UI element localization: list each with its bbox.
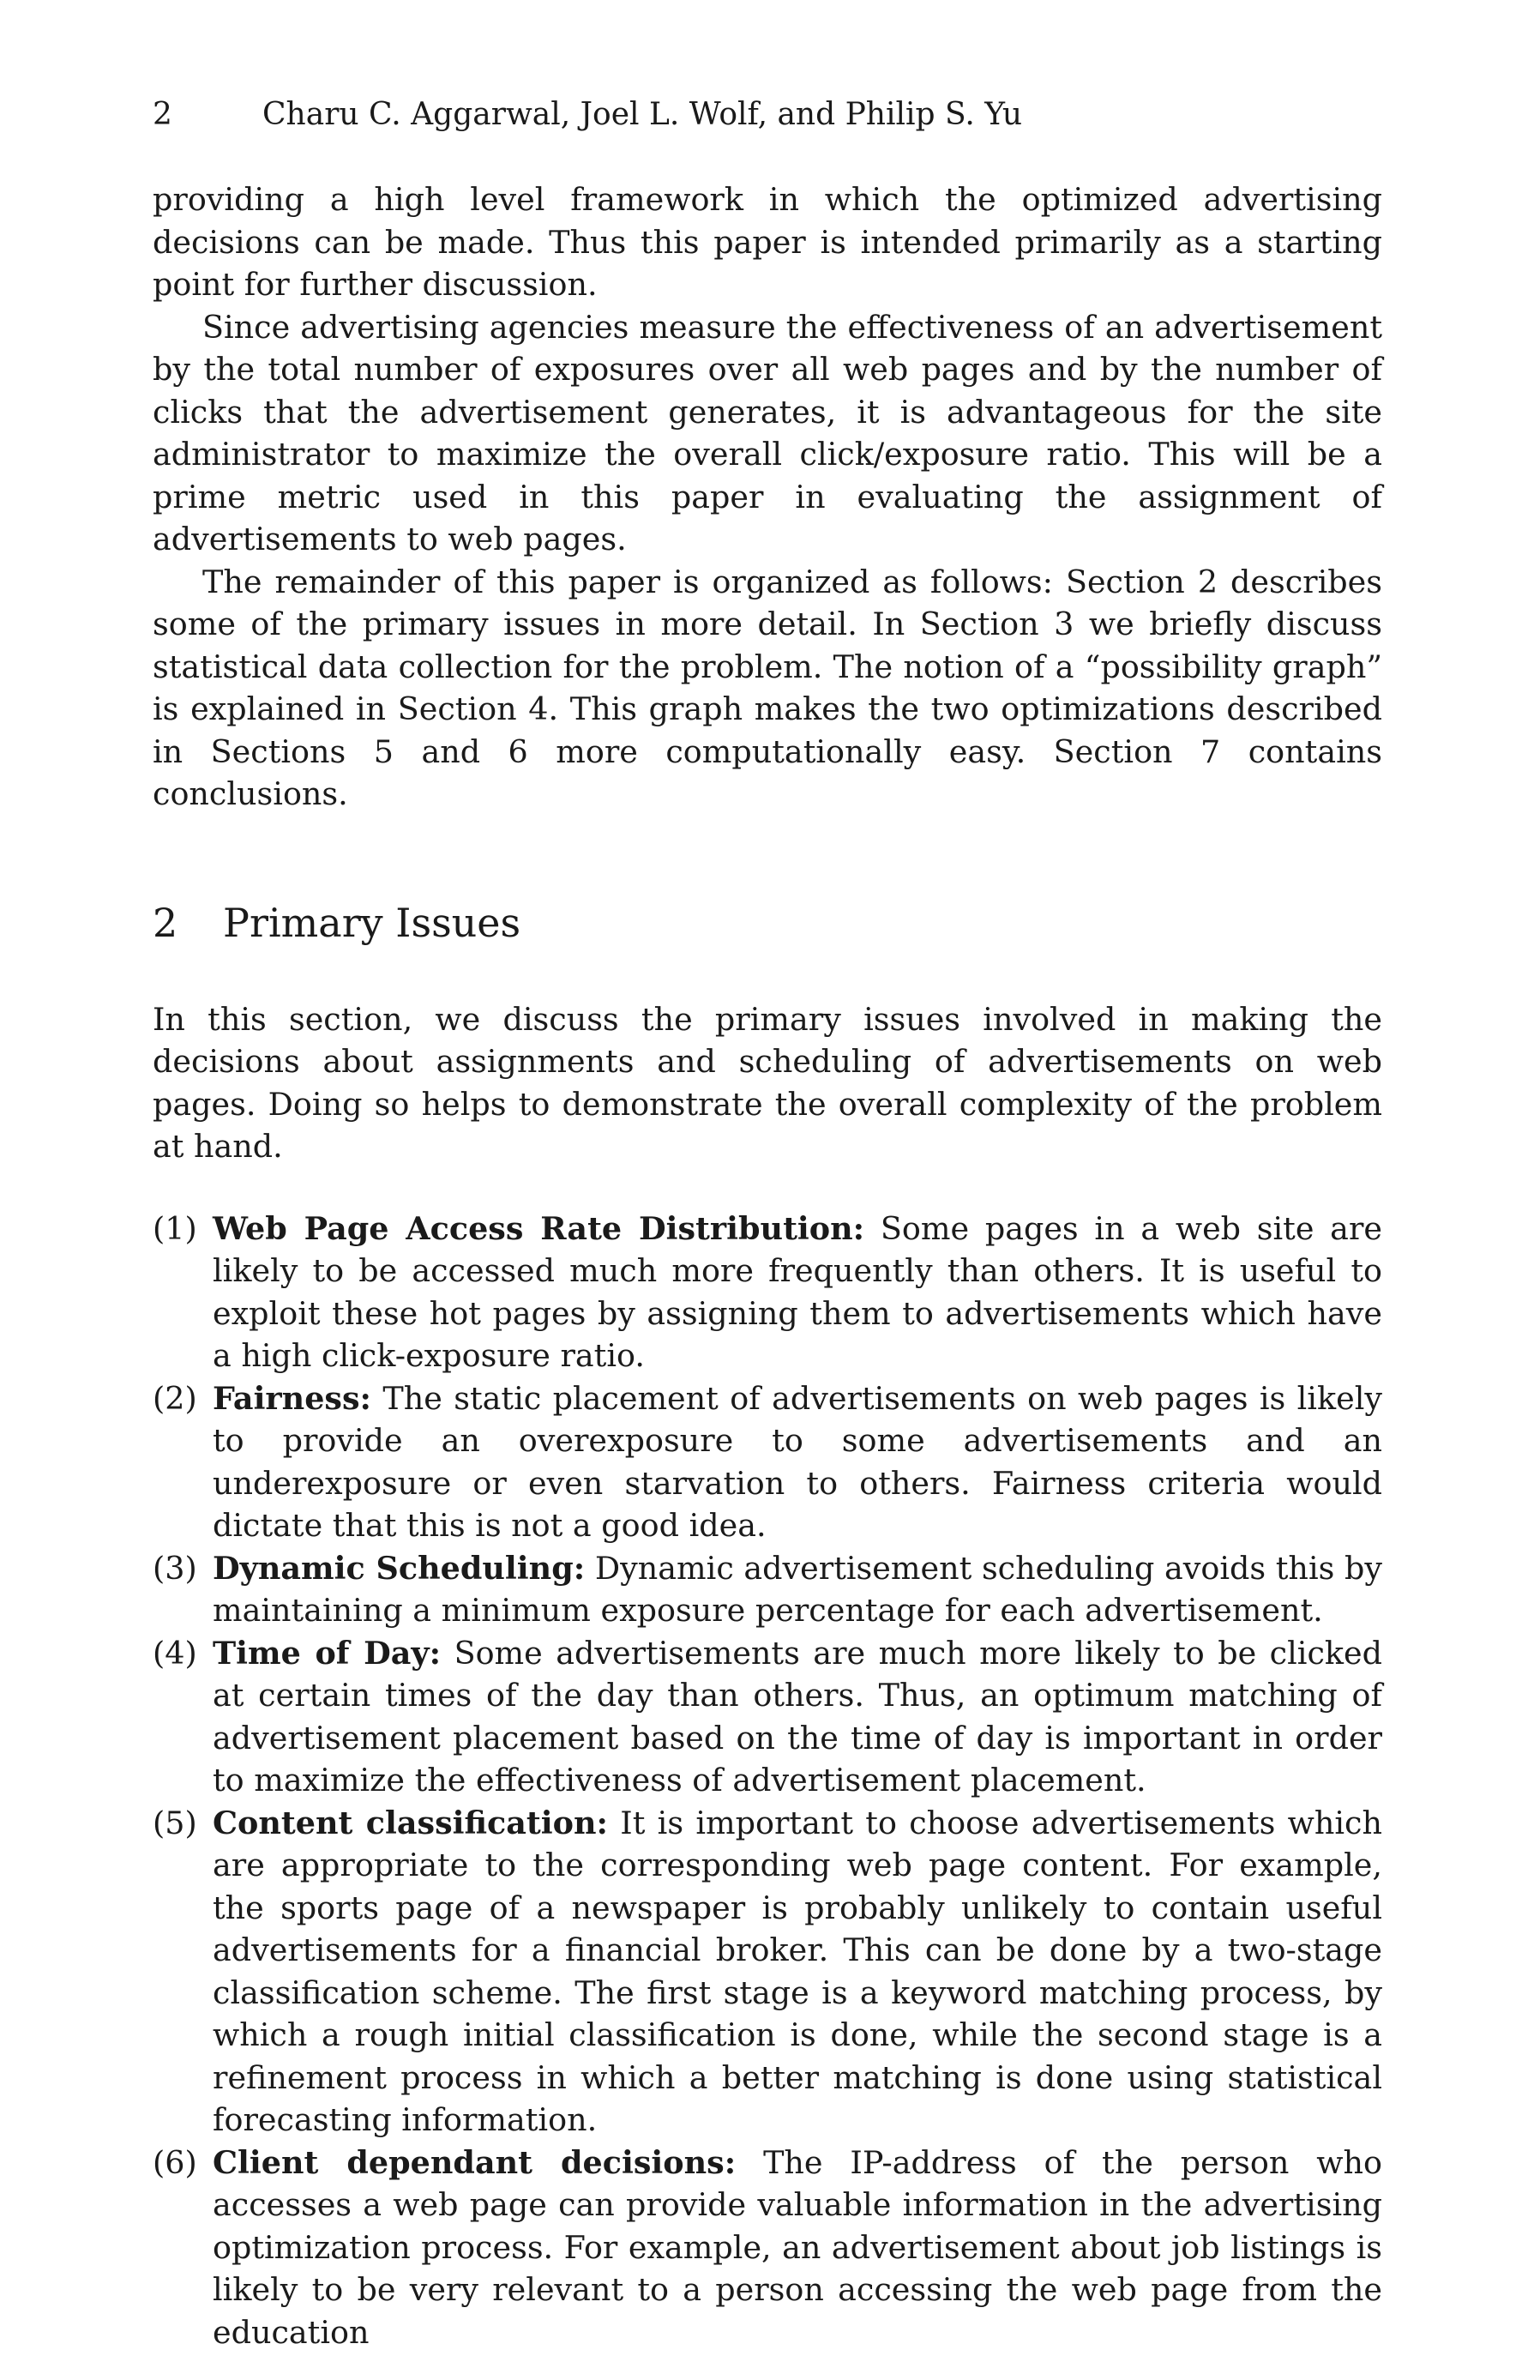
issues-list [153, 1208, 1382, 2354]
list-item-term: Client dependant decisions: [213, 2143, 737, 2181]
list-item-marker: (2) [153, 1379, 197, 1417]
list-item-content [213, 1547, 1382, 1632]
section-intro-paragraph: In this section, we discuss the primary issues involved in making the decisions about assignments and scheduling of advertisements on web pages. Doing so helps to demonstrate the overall complexity of the problem at hand. [153, 1000, 1382, 1165]
list-item-term: Web Page Access Rate Distribution: [213, 1209, 865, 1247]
list-item [153, 1802, 1382, 2142]
list-item-text: Some pages in a web site are likely to be accessed much more frequently than others. It is useful to exploit these hot pages by assigning them to advertisements which have a high click-exposure ratio. [213, 1209, 1382, 1374]
list-item [153, 1547, 1382, 1632]
list-item-marker: (6) [153, 2143, 197, 2181]
section-heading [153, 897, 1382, 949]
page-number: 2 [153, 97, 172, 132]
list-item [153, 1377, 1382, 1547]
list-item-marker: (4) [153, 1634, 197, 1672]
list-item-text: Some advertisements are much more likely to be clicked at certain times of the day than others. Thus, an optimum matching of advertisement placement based on the time of day is important in order to maximize the effectiveness of advertisement placement. [213, 1634, 1382, 1799]
section-title: Primary Issues [223, 899, 521, 946]
intro-paragraph-1: providing a high level framework in which the optimized advertising decisions can be made. Thus this paper is intended primarily as a starting point for further discussion. [153, 181, 1382, 303]
list-item-term: Fairness: [213, 1379, 371, 1417]
running-authors: Charu C. Aggarwal, Joel L. Wolf, and Philip S. Yu [262, 97, 1023, 132]
list-item-text: The static placement of advertisements on web pages is likely to provide an overexposure to some advertisements and an underexposure or even starvation to others. Fairness criteria would dictate that this is not a good idea. [213, 1379, 1382, 1544]
list-item-content [213, 2142, 1382, 2354]
list-item [153, 1632, 1382, 1802]
running-head [153, 94, 1382, 136]
section-number: 2 [153, 899, 178, 946]
list-item-marker: (3) [153, 1549, 197, 1587]
intro-paragraph-2: Since advertising agencies measure the effectiveness of an advertisement by the total number of exposures over all web pages and by the number of clicks that the advertisement generates, it is advantageous for the site administrator to maximize the overall click/exposure ratio. This will be a prime metric used in this paper in evaluating the assignment of advertisements to web pages. [153, 308, 1382, 557]
list-item-marker: (5) [153, 1804, 197, 1841]
list-item-term: Time of Day: [213, 1634, 442, 1672]
list-item-content [213, 1632, 1382, 1802]
list-item-text: It is important to choose advertisements which are appropriate to the corresponding web page content. For example, the sports page of a newspaper is probably unlikely to contain useful advertisements for a financial broker. This can be done by a two-stage classification scheme. The first stage is a keyword matching process, by which a rough initial classification is done, while the second stage is a refinement process in which a better matching is done using statistical forecasting information. [213, 1804, 1382, 2138]
list-item [153, 1208, 1382, 1377]
paper-page [153, 94, 1382, 2353]
intro-paragraph-3: The remainder of this paper is organized as follows: Section 2 describes some of the primary issues in more detail. In Section 3 we briefly discuss statistical data collection for the problem. The notion of a “possibility graph” is explained in Section 4. This graph makes the two optimizations described in Sections 5 and 6 more computationally easy. Section 7 contains conclusions. [153, 563, 1382, 812]
list-item-content [213, 1377, 1382, 1547]
list-item [153, 2142, 1382, 2354]
list-item-marker: (1) [153, 1209, 197, 1247]
list-item-text: The IP-address of the person who accesses a web page can provide valuable information in the advertising optimization process. For example, an advertisement about job listings is likely to be very relevant to a person accessing the web page from the education [213, 2143, 1382, 2351]
list-item-content [213, 1208, 1382, 1377]
list-item-text: Dynamic advertisement scheduling avoids this by maintaining a minimum exposure percentage for each advertisement. [213, 1549, 1382, 1629]
list-item-term: Content classification: [213, 1804, 608, 1841]
list-item-content [213, 1802, 1382, 2142]
list-item-term: Dynamic Scheduling: [213, 1549, 586, 1587]
